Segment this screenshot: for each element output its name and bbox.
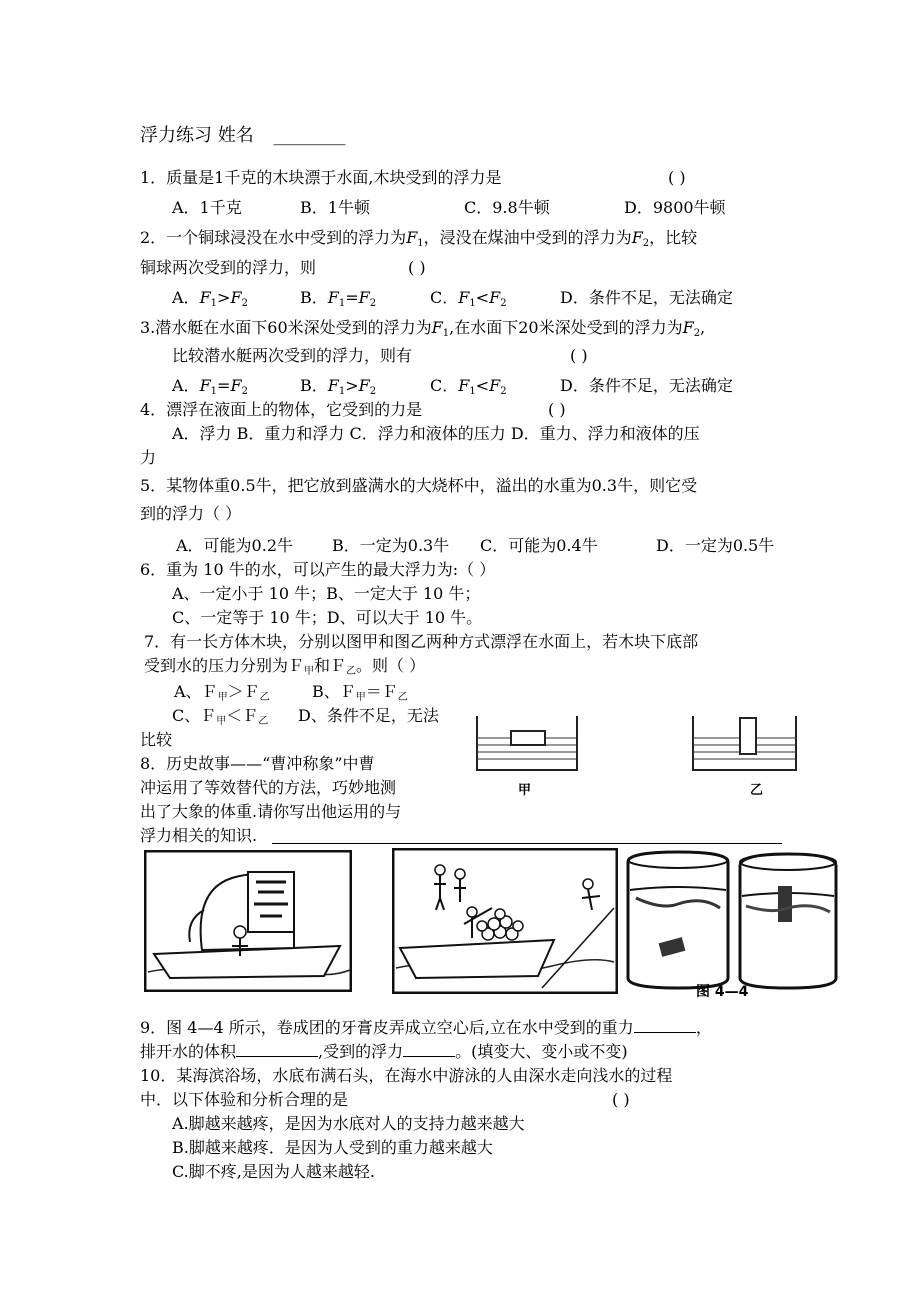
q7-line2-b: 和Ｆ bbox=[314, 656, 347, 675]
q9-line1-b: ， bbox=[695, 1018, 712, 1037]
q8-line3: 出了大象的体重.请你写出他运用的与 bbox=[140, 802, 402, 821]
q7-option-a bbox=[174, 682, 270, 708]
q2-option-d: D．条件不足，无法确定 bbox=[560, 288, 733, 307]
q2-stem-b: ，浸没在煤油中受到的浮力为 bbox=[423, 228, 632, 247]
q2-sub2: 2 bbox=[500, 298, 507, 309]
q3-option-c bbox=[430, 376, 507, 402]
q2-f: F bbox=[230, 288, 242, 307]
q2-opt-b-label: B． bbox=[300, 288, 328, 307]
q2-option-c bbox=[430, 288, 507, 314]
q7-opt-b-rel: ＝Ｆ bbox=[365, 682, 398, 701]
q6-stem: 6．重为 10 牛的水，可以产生的最大浮力为:（ ） bbox=[140, 560, 496, 579]
q3-stem-a: 3.潜水艇在水面下60米深处受到的浮力为 bbox=[140, 318, 432, 337]
q10-answer-paren[interactable]: ( ) bbox=[612, 1090, 630, 1109]
q9-line2-c: 。(填变大、变小或不变) bbox=[455, 1042, 628, 1061]
q4-stem: 4．漂浮在液面上的物体，它受到的力是 bbox=[140, 400, 423, 419]
q2-sub1: 1 bbox=[417, 238, 424, 249]
q3-sub1: 1 bbox=[469, 386, 476, 397]
q3-f: F bbox=[431, 318, 443, 337]
q2-rel-b: = bbox=[345, 288, 359, 307]
q2-stem-a: 2．一个铜球浸没在水中受到的浮力为 bbox=[140, 228, 407, 247]
q1-stem: 1．质量是1千克的木块漂于水面,木块受到的浮力是 bbox=[140, 168, 502, 187]
q5-option-a: A．可能为0.2牛 bbox=[176, 536, 294, 555]
q8-line4: 浮力相关的知识. bbox=[140, 826, 258, 845]
q7-sub-yi: 乙 bbox=[259, 692, 270, 703]
q2-f: F bbox=[489, 288, 501, 307]
q3-sub2: 2 bbox=[241, 386, 248, 397]
figure-yi bbox=[690, 712, 800, 802]
q2-f: F bbox=[358, 288, 370, 307]
q3-f: F bbox=[199, 376, 211, 395]
q3-stem-c: , bbox=[700, 318, 706, 337]
q3-option-d: D．条件不足，无法确定 bbox=[560, 376, 733, 395]
q2-sub2: 2 bbox=[241, 298, 248, 309]
q10-line2: 中．以下体验和分析合理的是 bbox=[140, 1090, 349, 1109]
q4-answer-paren[interactable]: ( ) bbox=[548, 400, 566, 419]
q3-stem-b: ,在水面下20米深处受到的浮力为 bbox=[449, 318, 683, 337]
q9-line2-a: 排开水的体积 bbox=[140, 1042, 237, 1061]
page-title bbox=[140, 126, 345, 146]
q3-f: F bbox=[230, 376, 242, 395]
q2-opt-a-label: A． bbox=[172, 288, 200, 307]
q10-option-b: B.脚越来越疼．是因为人受到的重力越来越大 bbox=[172, 1138, 493, 1157]
q2-sub1: 1 bbox=[210, 298, 218, 309]
q2-opt-c-label: C． bbox=[430, 288, 459, 307]
q2-f: F bbox=[458, 288, 470, 307]
q3-sub2: 2 bbox=[693, 328, 701, 339]
q7-stem: 7．有一长方体木块，分别以图甲和图乙两种方式漂浮在水面上，若木块下底部 bbox=[144, 632, 699, 651]
q2-stem-c: ，比较 bbox=[649, 228, 698, 247]
name-blank[interactable]: ________ bbox=[273, 125, 346, 146]
q1-answer-paren[interactable]: ( ) bbox=[668, 168, 686, 187]
q2-option-a bbox=[172, 288, 248, 314]
q2-sub1: 1 bbox=[338, 298, 346, 309]
q2-option-b bbox=[300, 288, 376, 314]
q2-rel-c: < bbox=[475, 288, 490, 307]
q10-option-c: C.脚不疼,是因为人越来越轻. bbox=[172, 1162, 375, 1181]
q9-blank-volume[interactable] bbox=[236, 1056, 318, 1057]
toothpaste-tube-floating bbox=[778, 886, 792, 922]
q2-stem bbox=[140, 228, 697, 254]
q7-sub-yi: 乙 bbox=[258, 716, 269, 727]
q8-answer-line[interactable] bbox=[272, 843, 782, 844]
q3-rel-b: > bbox=[345, 376, 359, 395]
q5-line2[interactable]: 到的浮力（ ） bbox=[140, 504, 242, 523]
q7-option-c bbox=[172, 706, 268, 732]
q9-blank-gravity[interactable] bbox=[634, 1032, 696, 1033]
q7-sub-yi: 乙 bbox=[346, 666, 357, 677]
q9-line2-b: ,受到的浮力 bbox=[318, 1042, 404, 1061]
figure-yi-label: 乙 bbox=[750, 783, 764, 798]
q3-opt-c-label: C． bbox=[430, 376, 459, 395]
q6-options-cd: C、一定等于 10 牛；D、可以大于 10 牛。 bbox=[172, 608, 483, 627]
q7-opt-a-rel: ＞Ｆ bbox=[227, 682, 260, 701]
q9-line1 bbox=[140, 1018, 712, 1038]
q3-f: F bbox=[327, 376, 339, 395]
q2-sub1: 1 bbox=[469, 298, 476, 309]
q7-line2 bbox=[144, 656, 425, 682]
q7-option-b bbox=[312, 682, 408, 708]
q3-f: F bbox=[682, 318, 694, 337]
q5-option-c: C．可能为0.4牛 bbox=[480, 536, 598, 555]
q7-sub-jia: 甲 bbox=[304, 666, 315, 677]
q4-options: A．浮力 B．重力和浮力 C．浮力和液体的压力 D．重力、浮力和液体的压 bbox=[172, 424, 700, 443]
figure-jia-label: 甲 bbox=[518, 783, 532, 798]
q1-option-c: C．9.8牛顿 bbox=[464, 198, 550, 217]
q7-opt-c-label: C、Ｆ bbox=[172, 706, 217, 725]
figure-4-4-label: 图 4—4 bbox=[696, 984, 749, 1000]
q9-blank-buoyancy[interactable] bbox=[403, 1056, 455, 1057]
q9-line1-a: 9．图 4—4 所示，卷成团的牙膏皮弄成立空心后,立在水中受到的重力 bbox=[140, 1018, 634, 1037]
beaker-left bbox=[628, 852, 728, 988]
q7-line2-a: 受到水的压力分别为Ｆ bbox=[144, 656, 305, 675]
q5-option-b: B．一定为0.3牛 bbox=[332, 536, 450, 555]
title-text: 浮力练习 姓名 bbox=[140, 125, 254, 146]
figure-4-4 bbox=[622, 848, 842, 998]
q3-option-a bbox=[172, 376, 248, 402]
q2-rel-a: > bbox=[217, 288, 231, 307]
q7-sub-jia: 甲 bbox=[216, 716, 227, 727]
q8-line1: 8．历史故事——“曹冲称象”中曹 bbox=[140, 754, 375, 773]
q2-f: F bbox=[631, 228, 643, 247]
q10-stem: 10．某海滨浴场，水底布满石头，在海水中游泳的人由深水走向浅水的过程 bbox=[140, 1066, 673, 1085]
q8-line2: 冲运用了等效替代的方法，巧妙地测 bbox=[140, 778, 397, 797]
q2-f: F bbox=[327, 288, 339, 307]
q3-rel-a: = bbox=[217, 376, 231, 395]
q7-option-d-wrap: 比较 bbox=[140, 730, 173, 749]
illustration-elephant-boat bbox=[144, 850, 352, 992]
q3-line2: 比较潜水艇两次受到的浮力，则有 bbox=[172, 346, 413, 365]
q7-option-d: D、条件不足，无法 bbox=[298, 706, 439, 725]
wood-block-flat bbox=[511, 731, 545, 745]
q3-f: F bbox=[458, 376, 470, 395]
beaker-right bbox=[740, 854, 836, 988]
figure-jia bbox=[474, 712, 580, 802]
q4-options-wrap: 力 bbox=[140, 448, 157, 467]
q7-opt-c-rel: ＜Ｆ bbox=[226, 706, 259, 725]
q1-option-d: D．9800牛顿 bbox=[624, 198, 726, 217]
q3-option-b bbox=[300, 376, 376, 402]
q5-option-d: D．一定为0.5牛 bbox=[656, 536, 775, 555]
q7-sub-yi: 乙 bbox=[397, 692, 408, 703]
q9-line2 bbox=[140, 1042, 628, 1062]
q7-line2-c: 。则（ ） bbox=[356, 656, 426, 675]
q1-option-a: A．1千克 bbox=[172, 198, 242, 217]
q10-option-a: A.脚越来越疼，是因为水底对人的支持力越来越大 bbox=[172, 1114, 525, 1133]
q6-options-ab: A、一定小于 10 牛；B、一定大于 10 牛； bbox=[172, 584, 481, 603]
q3-sub2: 2 bbox=[500, 386, 507, 397]
q3-sub1: 1 bbox=[338, 386, 346, 397]
q3-sub1: 1 bbox=[210, 386, 218, 397]
q3-opt-a-label: A． bbox=[172, 376, 200, 395]
q2-f: F bbox=[199, 288, 211, 307]
q7-opt-a-label: A、Ｆ bbox=[174, 682, 218, 701]
q3-opt-b-label: B． bbox=[300, 376, 328, 395]
q2-line2: 铜球两次受到的浮力，则 bbox=[140, 258, 317, 277]
wood-block-upright bbox=[740, 718, 756, 754]
q3-f: F bbox=[489, 376, 501, 395]
q3-stem bbox=[140, 318, 705, 344]
q1-option-b: B．1牛顿 bbox=[300, 198, 370, 217]
q2-answer-paren[interactable]: ( ) bbox=[408, 258, 426, 277]
q2-f: F bbox=[406, 228, 418, 247]
q7-sub-jia: 甲 bbox=[355, 692, 366, 703]
q3-sub1: 1 bbox=[442, 328, 450, 339]
q3-f: F bbox=[358, 376, 370, 395]
q3-sub2: 2 bbox=[369, 386, 377, 397]
q2-sub2: 2 bbox=[642, 238, 650, 249]
q3-answer-paren[interactable]: ( ) bbox=[570, 346, 588, 365]
q7-sub-jia: 甲 bbox=[217, 692, 228, 703]
q7-opt-b-label: B、Ｆ bbox=[312, 682, 356, 701]
illustration-stones-boat bbox=[392, 848, 618, 994]
q2-sub2: 2 bbox=[369, 298, 377, 309]
q5-stem: 5．某物体重0.5牛，把它放到盛满水的大烧杯中，溢出的水重为0.3牛，则它受 bbox=[140, 476, 698, 495]
q3-rel-c: < bbox=[475, 376, 490, 395]
